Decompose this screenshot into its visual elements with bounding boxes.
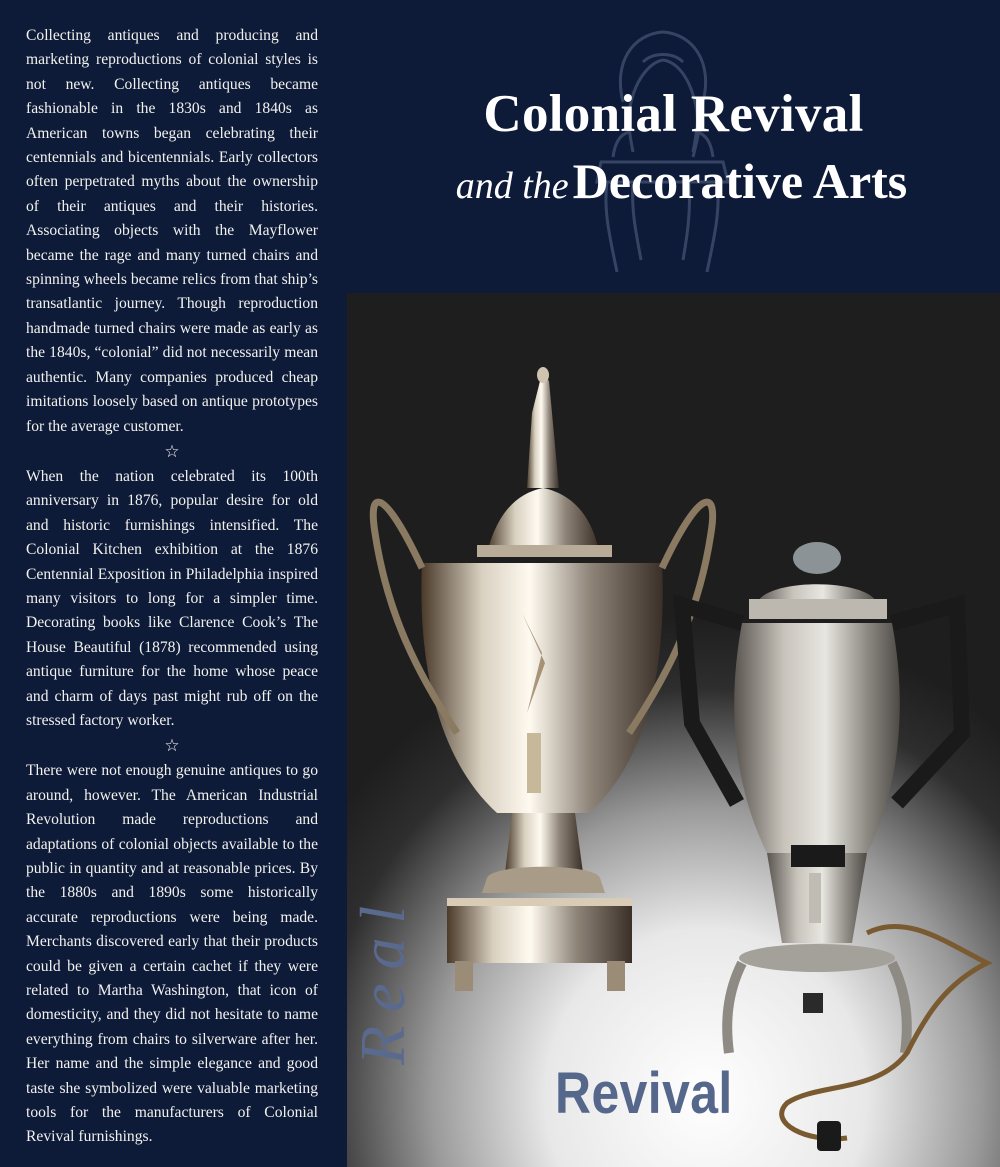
subtitle-prefix: and the	[455, 165, 569, 207]
star-icon: ☆	[164, 441, 180, 461]
urns-illustration	[347, 293, 1000, 1167]
label-revival: Revival	[555, 1061, 733, 1126]
paragraph-1: Collecting antiques and producing and marketing reproductions of colonial styles is not new. Collecting antiques became fashionable in the 1830s and 1840s as American towns began celebrating their centennials and bicentennials. Early collectors often perpetrated myths about the ownership of their antiques and their histories. Associating objects with the Mayflower became the rage and many turned chairs and spinning wheels became relics from that ship’s transatlantic journey. Though reproduction handmade turned chairs were made as early as the 1840s, “colonial” did not necessarily mean authentic. Many companies produced cheap imitations loosely based on antique prototypes for the average customer.	[26, 27, 318, 435]
urns-photo	[347, 293, 1000, 1167]
subtitle-main: Decorative Arts	[572, 153, 908, 209]
page-subtitle	[345, 152, 1000, 210]
star-icon: ☆	[164, 736, 180, 756]
title-block	[345, 0, 1000, 292]
antique-urn	[373, 367, 712, 991]
label-real: Real	[347, 891, 418, 1065]
page-title: Colonial Revival	[483, 85, 864, 143]
chair-watermark-icon	[593, 22, 733, 280]
paragraph-2: When the nation celebrated its 100th anniversary in 1876, popular desire for old and historic furnishings intensified. The Colonial Kitchen exhibition at the 1876 Centennial Exposition in Philadelphia inspired many visitors to long for a simpler time. Decorating books like Clarence Cook’s The House Beautiful (1878) recommended using antique furniture for the home whose peace and charm of days past might rub off on the stressed factory worker.	[26, 467, 318, 729]
paragraph-3: There were not enough genuine antiques to go around, however. The American Industrial Revolution made reproductions and adaptations of colonial objects available to the public in quantity and at reasonable prices. By the 1880s and 1890s some historically accurate reproductions were being made. Merchants discovered early that their products could be given a certain cachet if they were related to Martha Washington, that icon of domesticity, and they did not hesitate to name everything from chairs to silverware after her. Her name and the simple elegance and good taste she symbolized were valuable marketing tools for the manufacturers of Colonial Revival furnishings.	[26, 762, 318, 1146]
body-text-column	[26, 24, 318, 1150]
